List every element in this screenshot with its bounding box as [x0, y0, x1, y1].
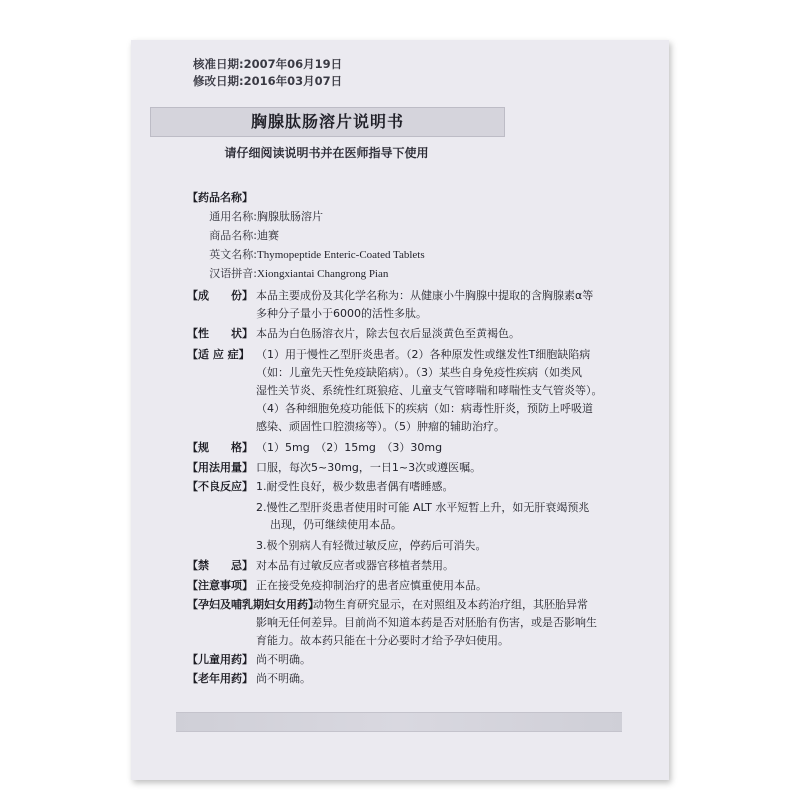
trade-name-label: 商品名称: [209, 229, 257, 242]
contraindications-line: 对本品有过敏反应者或器官移植者禁用。 [256, 559, 454, 572]
revision-date-value: 2016年03月07日 [243, 74, 343, 88]
dosage-label: 【用法用量】 [187, 461, 253, 474]
pediatric-line: 尚不明确。 [256, 653, 311, 666]
pinyin-name-row [187, 265, 388, 283]
generic-name-label: 通用名称: [209, 210, 257, 223]
precautions-label: 【注意事项】 [187, 579, 253, 592]
contraindications-label: 【禁 忌】 [187, 559, 253, 572]
revision-date [193, 73, 342, 89]
english-name-label: 英文名称: [209, 248, 257, 261]
ingredients-line: 多种分子量小于6000的活性多肽。 [256, 307, 427, 320]
generic-name-row [187, 208, 323, 225]
adverse-line: 3.极个别病人有轻微过敏反应，停药后可消失。 [256, 539, 487, 552]
description-line: 本品为白色肠溶衣片，除去包衣后显淡黄色至黄褐色。 [256, 327, 520, 340]
pregnancy-line: 动物生育研究显示，在对照组及本药治疗组，其胚胎异常 [313, 598, 588, 611]
description-label: 【性 状】 [187, 327, 253, 340]
dosage-line: 口服，每次5~30mg，一日1~3次或遵医嘱。 [256, 461, 482, 474]
indications-line: （4）各种细胞免疫功能低下的疾病（如：病毒性肝炎，预防上呼吸道 [256, 402, 593, 415]
ingredients-line: 本品主要成份及其化学名称为：从健康小牛胸腺中提取的含胸腺素α等 [256, 289, 594, 302]
indications-line: 感染、顽固性口腔溃疡等）。（5）肿瘤的辅助治疗。 [256, 420, 505, 433]
specifications-label: 【规 格】 [187, 441, 253, 454]
drug-name-label: 【药品名称】 [187, 191, 253, 204]
drug-name-heading [187, 189, 253, 206]
indications-label: 【适 应 症】 [187, 348, 250, 361]
precautions-line: 正在接受免疫抑制治疗的患者应慎重使用本品。 [256, 579, 487, 592]
generic-name-value: 胸腺肽肠溶片 [257, 210, 323, 223]
english-name-row [187, 246, 425, 264]
revision-date-label: 修改日期: [193, 74, 244, 88]
pregnancy-section [187, 596, 319, 613]
adverse-line: 出现，仍可继续使用本品。 [270, 518, 402, 531]
trade-name-value: 迪赛 [257, 229, 279, 242]
pinyin-name-value: Xiongxiantai Changrong Pian [257, 268, 389, 280]
adverse-line: 2.慢性乙型肝炎患者使用时可能 ALT 水平短暂上升，如无肝衰竭预兆 [256, 501, 590, 514]
indications-line: （如：儿童先天性免疫缺陷病）。（3）某些自身免疫性疾病（如类风 [256, 366, 582, 379]
document-title: 胸腺肽肠溶片说明书 [150, 107, 505, 137]
geriatric-label: 【老年用药】 [187, 672, 253, 685]
pregnancy-label: 【孕妇及哺乳期妇女用药】 [187, 598, 319, 611]
specifications-line: （1）5mg （2）15mg （3）30mg [256, 441, 443, 454]
adverse-label: 【不良反应】 [187, 480, 253, 493]
document-subtitle: 请仔细阅读说明书并在医师指导下使用 [224, 146, 429, 160]
indications-line: （1）用于慢性乙型肝炎患者。（2）各种原发性或继发性T细胞缺陷病 [256, 348, 591, 361]
approval-date [193, 56, 342, 72]
pinyin-name-label: 汉语拼音: [209, 267, 257, 280]
ingredients-label: 【成 份】 [187, 289, 253, 302]
pediatric-label: 【儿童用药】 [187, 653, 253, 666]
approval-date-value: 2007年06月19日 [243, 57, 343, 71]
approval-date-label: 核准日期: [193, 57, 244, 71]
bottom-decorative-band [176, 712, 622, 732]
indications-line: 湿性关节炎、系统性红斑狼疮、儿童支气管哮喘和哮喘性支气管炎等）。 [256, 384, 603, 397]
pregnancy-line: 影响无任何差异。目前尚不知道本药是否对胚胎有伤害，或是否影响生 [256, 616, 597, 629]
adverse-line: 1.耐受性良好，极少数患者偶有嗜睡感。 [256, 480, 454, 493]
english-name-value: Thymopeptide Enteric-Coated Tablets [257, 249, 425, 261]
pregnancy-line: 育能力。故本药只能在十分必要时才给予孕妇使用。 [256, 634, 509, 647]
trade-name-row [187, 227, 279, 244]
geriatric-line: 尚不明确。 [256, 672, 311, 685]
